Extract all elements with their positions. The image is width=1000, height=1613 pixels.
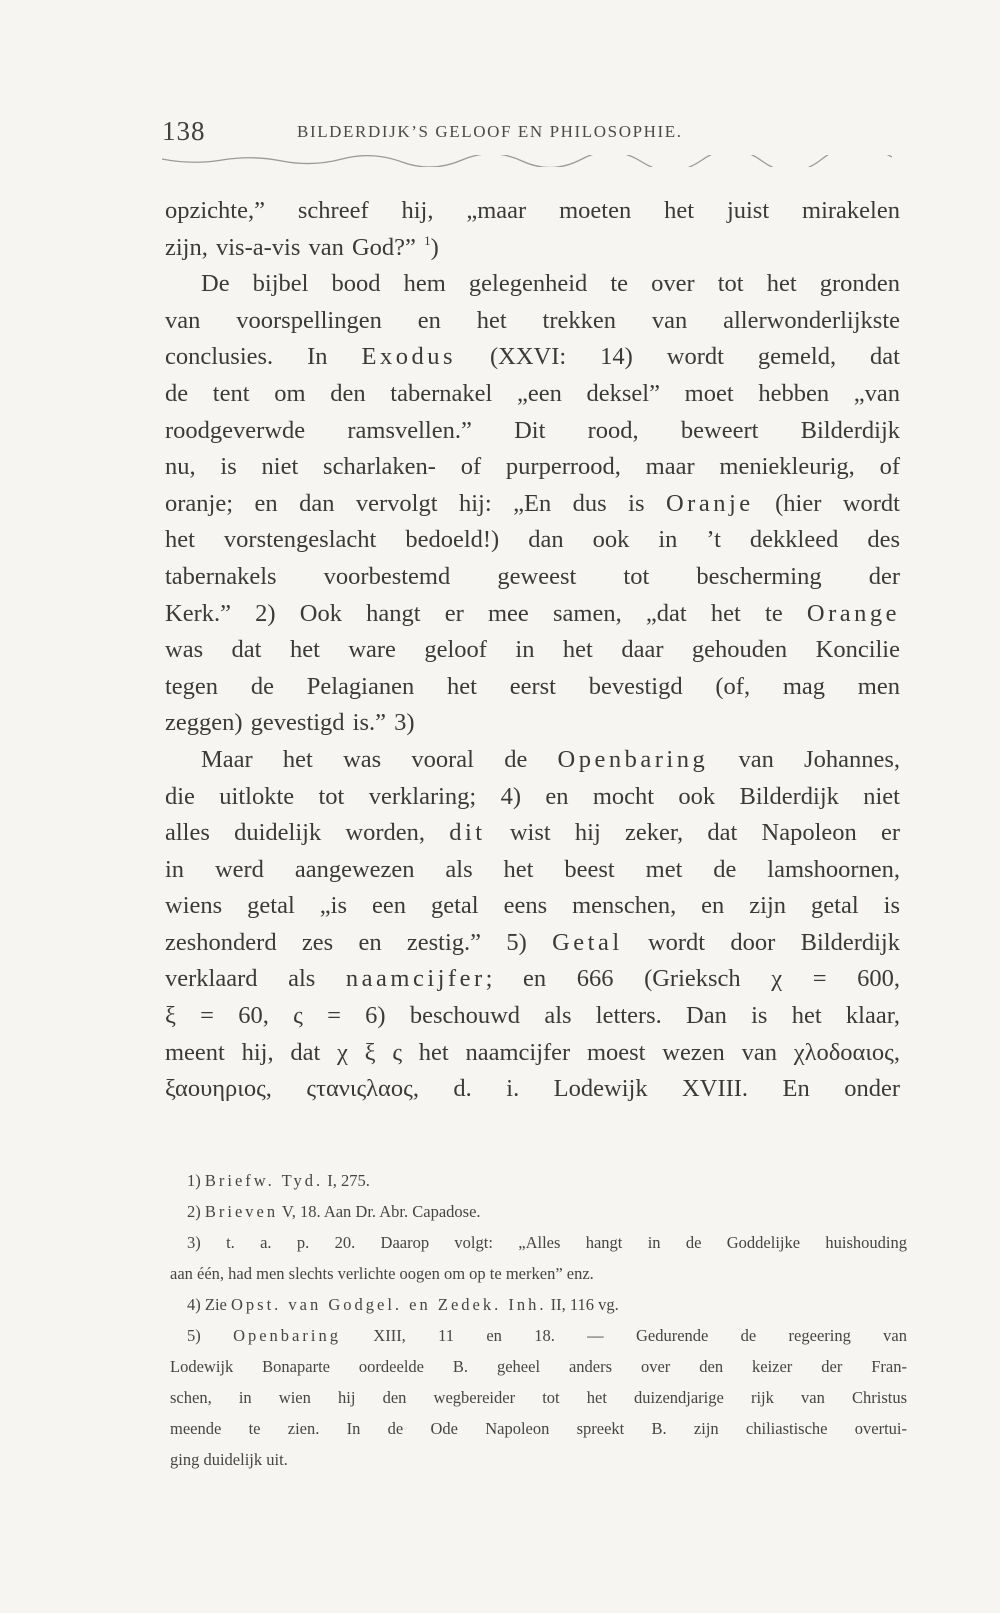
footnote: 4) Zie Opst. van Godgel. en Zedek. Inh. II, 116 vg. — [187, 1295, 619, 1314]
text-line: van voorspellingen en het trekken van allerwonderlijkste — [165, 306, 900, 334]
footnote: 1) Briefw. Tyd. I, 275. — [187, 1171, 370, 1190]
footnote-continuation: schen, in wien hij den wegbereider tot het duizendjarige rijk van Christus — [170, 1388, 907, 1407]
body-text — [165, 193, 900, 1108]
text-line: tegen de Pelagianen het eerst bevestigd (of, mag men — [165, 672, 900, 700]
text-line: ξαουηριος, ςτανιςλαος, d. i. Lodewijk XVIII. En onder — [165, 1075, 900, 1103]
text-line: Kerk.” 2) Ook hangt er mee samen, „dat het te Orange — [165, 599, 900, 627]
text-line: meent hij, dat χ ξ ς het naamcijfer moest wezen van χλοδοαιος, — [165, 1038, 900, 1066]
text-line: de tent om den tabernakel „een deksel” moet hebben „van — [165, 379, 900, 407]
footnote-ref: 1 — [424, 232, 431, 248]
text-line: oranje; en dan vervolgt hij: „En dus is Oranje (hier wordt — [165, 489, 900, 517]
text-line: zeggen) gevestigd is.” 3) — [165, 709, 415, 737]
footnote-continuation: meende te zien. In de Ode Napoleon spreekt B. zijn chiliastische overtui- — [170, 1419, 907, 1438]
footnote-continuation: ging duidelijk uit. — [170, 1450, 288, 1469]
footnote-continuation: Lodewijk Bonaparte oordeelde B. geheel anders over den keizer der Fran- — [170, 1357, 907, 1376]
text-line: De bijbel bood hem gelegenheid te over tot het gronden — [201, 270, 900, 298]
text-line: conclusies. In Exodus (XXVI: 14) wordt gemeld, dat — [165, 343, 900, 371]
text-line: opzichte,” schreef hij, „maar moeten het juist mirakelen — [165, 197, 900, 224]
text-line: in werd aangewezen als het beest met de lamshoornen, — [165, 855, 900, 883]
footnote: 5) Openbaring XIII, 11 en 18. — Gedurende de regeering van — [187, 1326, 907, 1345]
text-line: die uitlokte tot verklaring; 4) en mocht ook Bilderdijk niet — [165, 782, 900, 810]
text-line: verklaard als naamcijfer; en 666 (Grieksch χ = 600, — [165, 965, 900, 993]
running-title: BILDERDIJK’S GELOOF EN PHILOSOPHIE. — [297, 122, 683, 141]
text-line: wiens getal „is een getal eens menschen, en zijn getal is — [165, 892, 900, 920]
page-number: 138 — [162, 116, 206, 146]
text-line: zijn, vis-a-vis van God?” $^1$) — [165, 232, 439, 261]
text-line: alles duidelijk worden, dit wist hij zeker, dat Napoleon er — [165, 819, 900, 847]
footnote-continuation: aan één, had men slechts verlichte oogen om op te merken” enz. — [170, 1264, 594, 1283]
text-line: roodgeverwde ramsvellen.” Dit rood, beweert Bilderdijk — [165, 416, 900, 444]
page-header — [162, 116, 892, 156]
footnotes — [170, 1165, 907, 1475]
footnote: 2) Brieven V, 18. Aan Dr. Abr. Capadose. — [187, 1202, 481, 1221]
text-line: zeshonderd zes en zestig.” 5) Getal wordt door Bilderdijk — [165, 928, 900, 956]
text-line: tabernakels voorbestemd geweest tot bescherming der — [165, 562, 900, 590]
text-line: het vorstengeslacht bedoeld!) dan ook in ’t dekkleed des — [165, 526, 900, 554]
text-line: ξ = 60, ς = 6) beschouwd als letters. Dan is het klaar, — [165, 1002, 900, 1030]
footnote: 3) t. a. p. 20. Daarop volgt: „Alles hangt in de Goddelijke huishouding — [187, 1233, 907, 1252]
text-line: nu, is niet scharlaken- of purperrood, maar meniekleurig, of — [165, 453, 900, 481]
text-line: was dat het ware geloof in het daar gehouden Koncilie — [165, 636, 900, 664]
header-rule — [162, 155, 892, 167]
text-line: Maar het was vooral de Openbaring van Johannes, — [201, 745, 900, 773]
